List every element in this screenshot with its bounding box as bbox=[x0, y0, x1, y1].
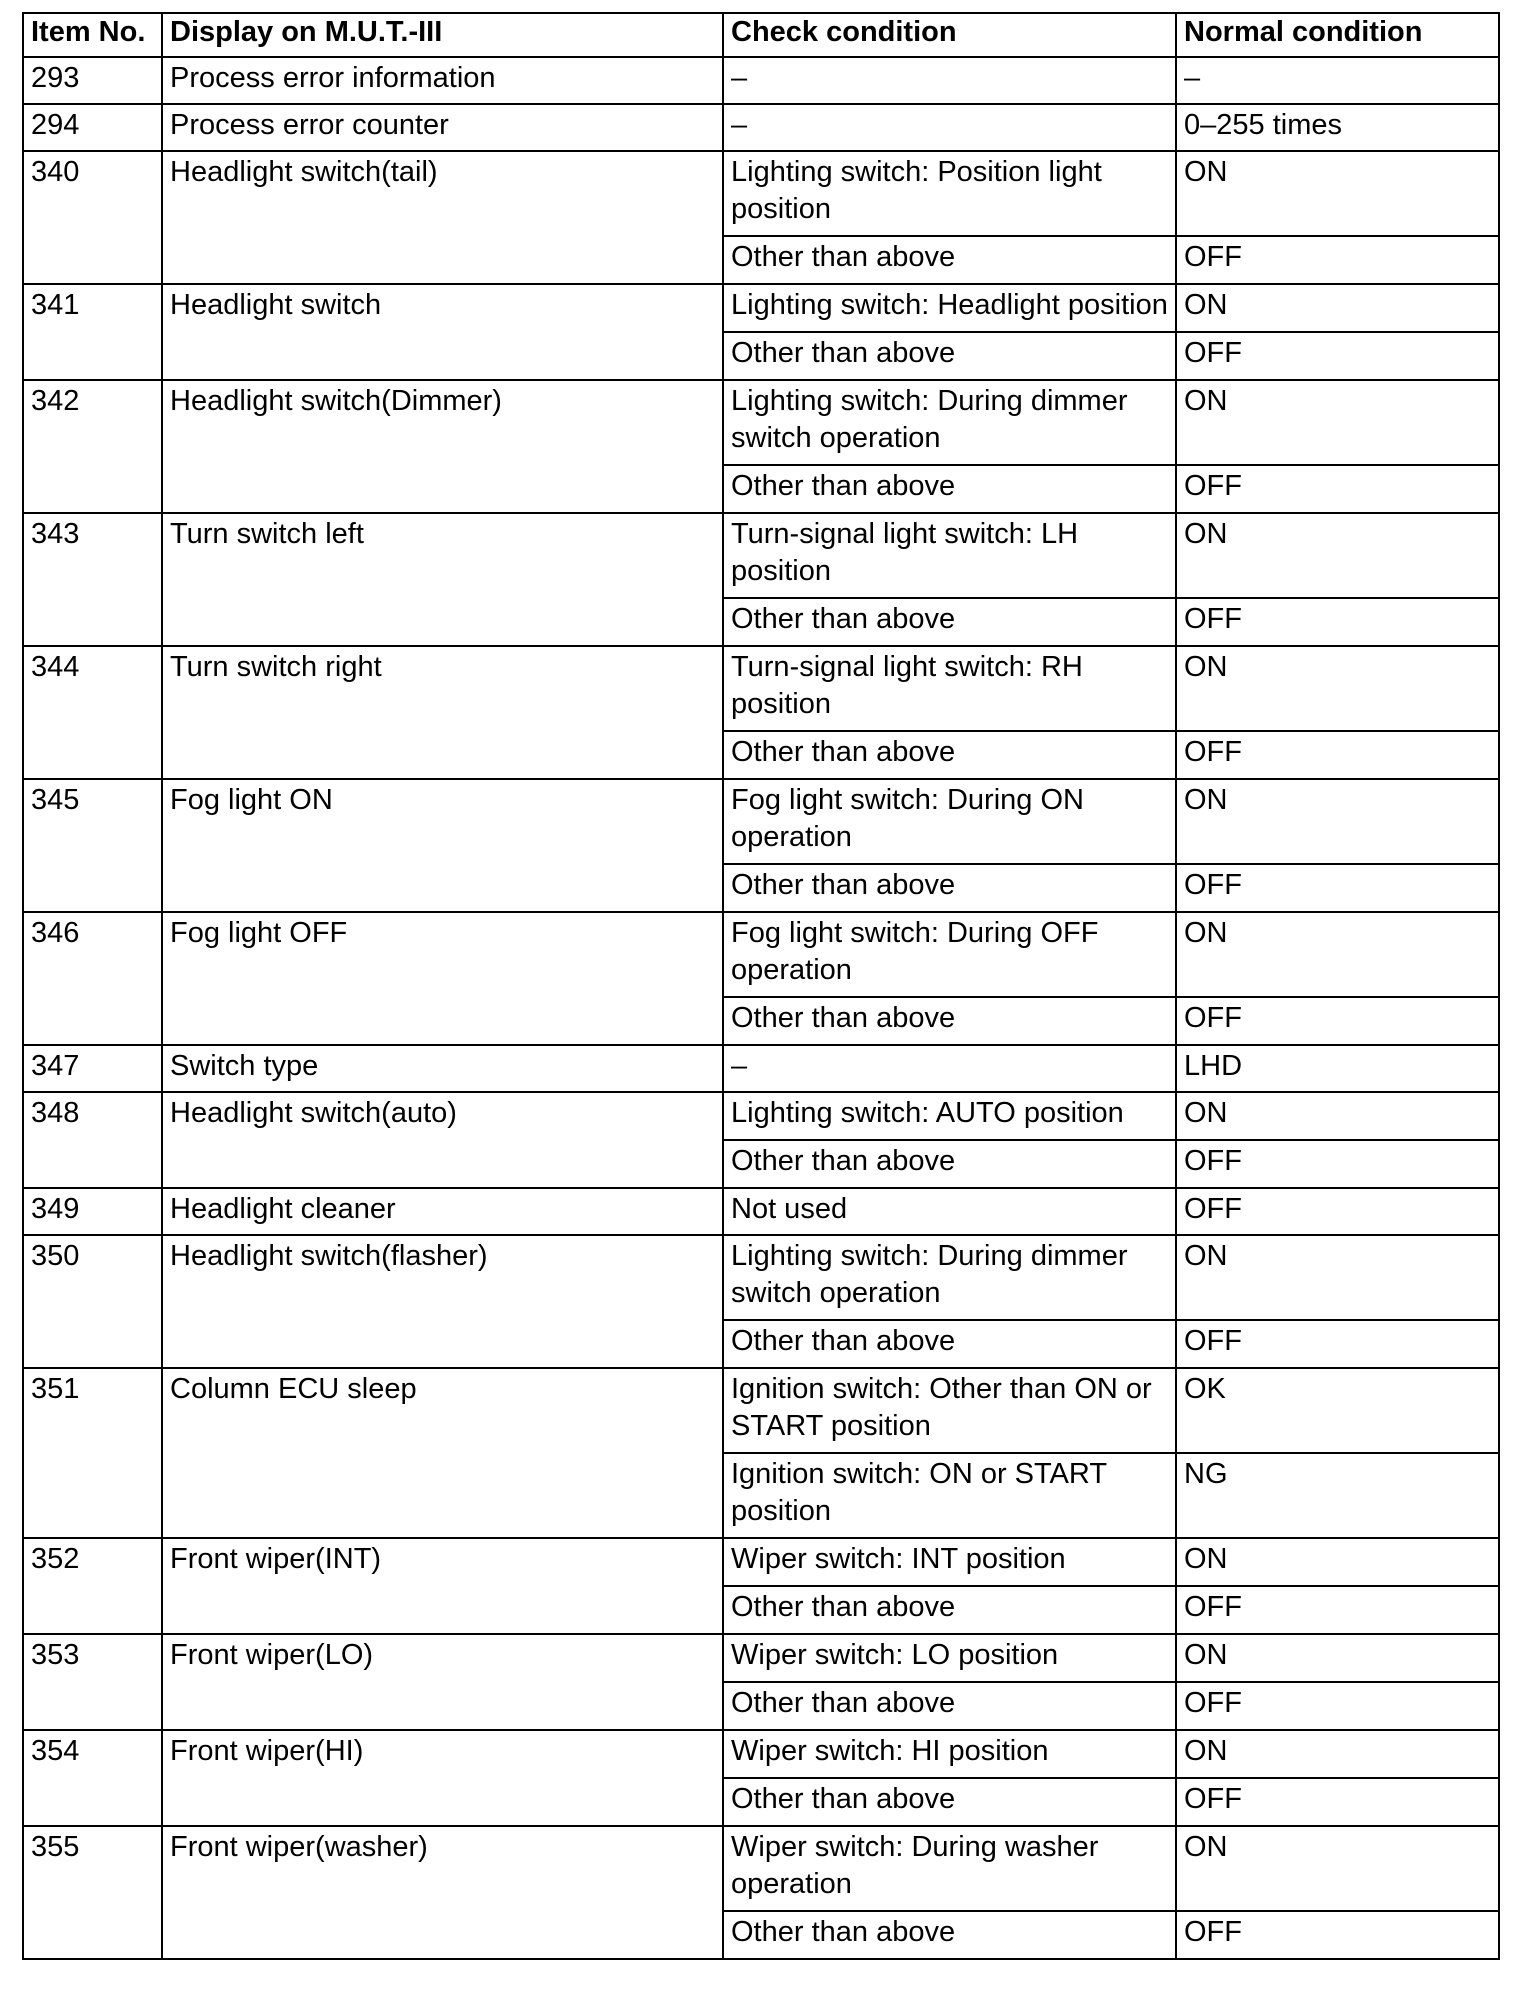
normal-condition-cell: OFF bbox=[1176, 864, 1499, 912]
table-row bbox=[23, 513, 1499, 598]
table-body bbox=[23, 57, 1499, 1959]
check-condition-cell: Wiper switch: HI position bbox=[723, 1730, 1176, 1778]
normal-condition-cell: ON bbox=[1176, 779, 1499, 864]
normal-condition-cell: OFF bbox=[1176, 1320, 1499, 1368]
normal-condition-cell: OFF bbox=[1176, 1188, 1499, 1235]
item-number-cell: 343 bbox=[23, 513, 162, 646]
table-row bbox=[23, 104, 1499, 151]
normal-condition-cell: OFF bbox=[1176, 1778, 1499, 1826]
display-name-cell: Fog light OFF bbox=[162, 912, 723, 1045]
display-name-cell: Front wiper(LO) bbox=[162, 1634, 723, 1730]
table-row bbox=[23, 1538, 1499, 1586]
normal-condition-cell: ON bbox=[1176, 1092, 1499, 1140]
item-number-cell: 342 bbox=[23, 380, 162, 513]
item-number-cell: 293 bbox=[23, 57, 162, 104]
display-name-cell: Process error information bbox=[162, 57, 723, 104]
table-row bbox=[23, 646, 1499, 731]
table-row bbox=[23, 779, 1499, 864]
data-list-table-container bbox=[22, 12, 1498, 1960]
check-condition-cell: Lighting switch: During dimmer switch operation bbox=[723, 380, 1176, 465]
item-number-cell: 349 bbox=[23, 1188, 162, 1235]
normal-condition-cell: OFF bbox=[1176, 332, 1499, 380]
display-name-cell: Headlight switch(flasher) bbox=[162, 1235, 723, 1368]
check-condition-cell: Other than above bbox=[723, 997, 1176, 1045]
header-normal-condition: Normal condition bbox=[1176, 13, 1499, 57]
item-number-cell: 348 bbox=[23, 1092, 162, 1188]
normal-condition-cell: ON bbox=[1176, 646, 1499, 731]
check-condition-cell: Other than above bbox=[723, 1682, 1176, 1730]
item-number-cell: 355 bbox=[23, 1826, 162, 1959]
normal-condition-cell: OK bbox=[1176, 1368, 1499, 1453]
check-condition-cell: Other than above bbox=[723, 236, 1176, 284]
normal-condition-cell: ON bbox=[1176, 1538, 1499, 1586]
check-condition-cell: Lighting switch: AUTO position bbox=[723, 1092, 1176, 1140]
check-condition-cell: Other than above bbox=[723, 1320, 1176, 1368]
normal-condition-cell: ON bbox=[1176, 1730, 1499, 1778]
check-condition-cell: Fog light switch: During OFF operation bbox=[723, 912, 1176, 997]
check-condition-cell: Other than above bbox=[723, 1778, 1176, 1826]
display-name-cell: Headlight switch(Dimmer) bbox=[162, 380, 723, 513]
normal-condition-cell: OFF bbox=[1176, 997, 1499, 1045]
check-condition-cell: Other than above bbox=[723, 1140, 1176, 1188]
item-number-cell: 353 bbox=[23, 1634, 162, 1730]
normal-condition-cell: NG bbox=[1176, 1453, 1499, 1538]
check-condition-cell: Other than above bbox=[723, 332, 1176, 380]
check-condition-cell: Ignition switch: Other than ON or START position bbox=[723, 1368, 1176, 1453]
check-condition-cell: – bbox=[723, 104, 1176, 151]
table-row bbox=[23, 1826, 1499, 1911]
check-condition-cell: Other than above bbox=[723, 1911, 1176, 1959]
check-condition-cell: Ignition switch: ON or START position bbox=[723, 1453, 1176, 1538]
check-condition-cell: Wiper switch: INT position bbox=[723, 1538, 1176, 1586]
check-condition-cell: Wiper switch: During washer operation bbox=[723, 1826, 1176, 1911]
check-condition-cell: – bbox=[723, 1045, 1176, 1092]
check-condition-cell: Fog light switch: During ON operation bbox=[723, 779, 1176, 864]
check-condition-cell: Other than above bbox=[723, 864, 1176, 912]
normal-condition-cell: OFF bbox=[1176, 598, 1499, 646]
normal-condition-cell: ON bbox=[1176, 912, 1499, 997]
display-name-cell: Front wiper(HI) bbox=[162, 1730, 723, 1826]
table-row bbox=[23, 1235, 1499, 1320]
normal-condition-cell: 0–255 times bbox=[1176, 104, 1499, 151]
display-name-cell: Headlight switch(auto) bbox=[162, 1092, 723, 1188]
display-name-cell: Front wiper(INT) bbox=[162, 1538, 723, 1634]
normal-condition-cell: ON bbox=[1176, 380, 1499, 465]
normal-condition-cell: OFF bbox=[1176, 1682, 1499, 1730]
normal-condition-cell: LHD bbox=[1176, 1045, 1499, 1092]
check-condition-cell: Other than above bbox=[723, 598, 1176, 646]
header-row bbox=[23, 13, 1499, 57]
display-name-cell: Fog light ON bbox=[162, 779, 723, 912]
data-list-table bbox=[22, 12, 1500, 1960]
normal-condition-cell: ON bbox=[1176, 151, 1499, 236]
normal-condition-cell: OFF bbox=[1176, 1911, 1499, 1959]
display-name-cell: Headlight switch(tail) bbox=[162, 151, 723, 284]
table-row bbox=[23, 1634, 1499, 1682]
display-name-cell: Headlight cleaner bbox=[162, 1188, 723, 1235]
table-row bbox=[23, 284, 1499, 332]
header-display: Display on M.U.T.-III bbox=[162, 13, 723, 57]
check-condition-cell: Wiper switch: LO position bbox=[723, 1634, 1176, 1682]
display-name-cell: Process error counter bbox=[162, 104, 723, 151]
item-number-cell: 344 bbox=[23, 646, 162, 779]
normal-condition-cell: ON bbox=[1176, 513, 1499, 598]
check-condition-cell: – bbox=[723, 57, 1176, 104]
table-row bbox=[23, 1730, 1499, 1778]
item-number-cell: 347 bbox=[23, 1045, 162, 1092]
table-row bbox=[23, 1188, 1499, 1235]
display-name-cell: Turn switch left bbox=[162, 513, 723, 646]
normal-condition-cell: OFF bbox=[1176, 236, 1499, 284]
display-name-cell: Turn switch right bbox=[162, 646, 723, 779]
check-condition-cell: Turn-signal light switch: LH position bbox=[723, 513, 1176, 598]
normal-condition-cell: OFF bbox=[1176, 731, 1499, 779]
normal-condition-cell: OFF bbox=[1176, 1140, 1499, 1188]
display-name-cell: Column ECU sleep bbox=[162, 1368, 723, 1538]
normal-condition-cell: OFF bbox=[1176, 465, 1499, 513]
check-condition-cell: Other than above bbox=[723, 1586, 1176, 1634]
display-name-cell: Headlight switch bbox=[162, 284, 723, 380]
table-row bbox=[23, 1092, 1499, 1140]
table-row bbox=[23, 57, 1499, 104]
check-condition-cell: Lighting switch: Headlight position bbox=[723, 284, 1176, 332]
item-number-cell: 346 bbox=[23, 912, 162, 1045]
item-number-cell: 354 bbox=[23, 1730, 162, 1826]
item-number-cell: 350 bbox=[23, 1235, 162, 1368]
table-row bbox=[23, 151, 1499, 236]
item-number-cell: 351 bbox=[23, 1368, 162, 1538]
normal-condition-cell: OFF bbox=[1176, 1586, 1499, 1634]
check-condition-cell: Not used bbox=[723, 1188, 1176, 1235]
check-condition-cell: Turn-signal light switch: RH position bbox=[723, 646, 1176, 731]
display-name-cell: Switch type bbox=[162, 1045, 723, 1092]
header-item-no: Item No. bbox=[23, 13, 162, 57]
normal-condition-cell: ON bbox=[1176, 1634, 1499, 1682]
normal-condition-cell: ON bbox=[1176, 284, 1499, 332]
table-row bbox=[23, 380, 1499, 465]
item-number-cell: 341 bbox=[23, 284, 162, 380]
item-number-cell: 352 bbox=[23, 1538, 162, 1634]
check-condition-cell: Other than above bbox=[723, 465, 1176, 513]
display-name-cell: Front wiper(washer) bbox=[162, 1826, 723, 1959]
check-condition-cell: Lighting switch: During dimmer switch operation bbox=[723, 1235, 1176, 1320]
item-number-cell: 294 bbox=[23, 104, 162, 151]
table-row bbox=[23, 1368, 1499, 1453]
check-condition-cell: Lighting switch: Position light position bbox=[723, 151, 1176, 236]
item-number-cell: 340 bbox=[23, 151, 162, 284]
table-row bbox=[23, 912, 1499, 997]
item-number-cell: 345 bbox=[23, 779, 162, 912]
check-condition-cell: Other than above bbox=[723, 731, 1176, 779]
header-check-condition: Check condition bbox=[723, 13, 1176, 57]
normal-condition-cell: – bbox=[1176, 57, 1499, 104]
normal-condition-cell: ON bbox=[1176, 1826, 1499, 1911]
table-row bbox=[23, 1045, 1499, 1092]
normal-condition-cell: ON bbox=[1176, 1235, 1499, 1320]
